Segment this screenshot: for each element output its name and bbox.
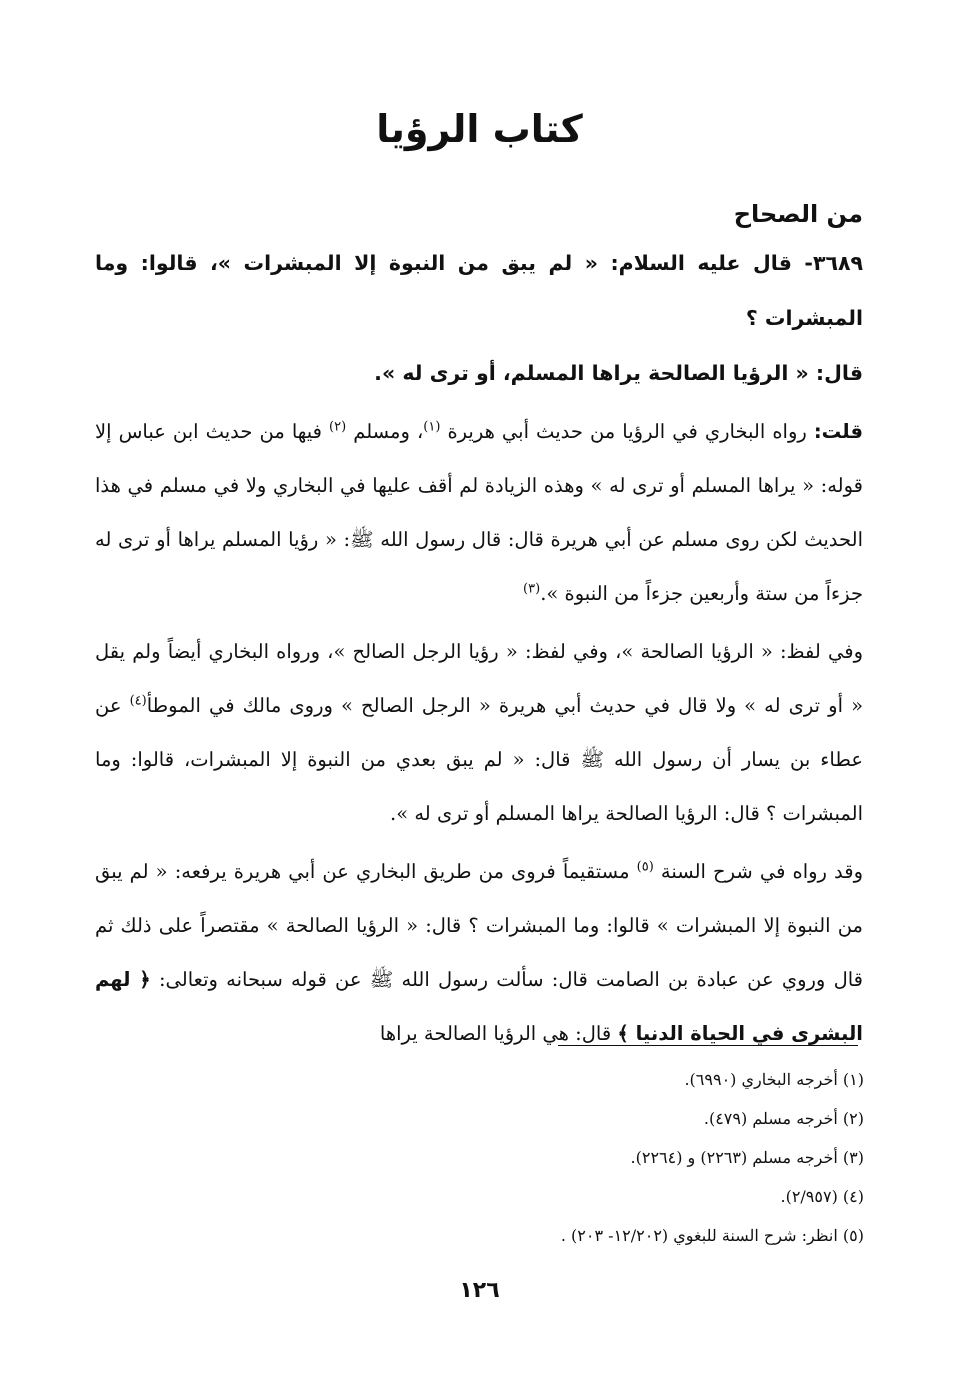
footnote-divider xyxy=(558,1045,858,1046)
hadith-line-2: قال: « الرؤيا الصالحة يراها المسلم، أو ترى له ». xyxy=(374,361,863,385)
page-number: ١٢٦ xyxy=(459,1278,500,1303)
paragraph2-part2: عن عطاء بن يسار أن رسول الله ﷺ قال: « لم يبق بعدي من النبوة إلا المبشرات، قالوا: وما المبشرات ؟ قال: الرؤيا الصالحة يراها المسلم أو ترى له ». xyxy=(95,694,863,825)
footnote-5: (٥) انظر: شرح السنة للبغوي (١٢/٢٠٢- ٢٠٣) . xyxy=(560,1226,864,1245)
hadith-line-1: ٣٦٨٩- قال عليه السلام: « لم يبق من النبوة إلا المبشرات »، قالوا: وما المبشرات ؟ xyxy=(95,251,863,330)
footnote-2: (٢) أخرجه مسلم (٤٧٩). xyxy=(703,1109,864,1128)
paragraph3-part3: قال: هي الرؤيا الصالحة يراها xyxy=(379,1022,612,1045)
footnote-3: (٣) أخرجه مسلم (٢٢٦٣) و (٢٢٦٤). xyxy=(630,1148,864,1167)
commentary-paragraph-2 xyxy=(95,625,863,841)
footnote-ref-2: (٢) xyxy=(329,419,347,435)
commentary-label: قلت: xyxy=(813,420,864,443)
paragraph1-part2: ، ومسلم xyxy=(353,420,424,443)
footnote-ref-4: (٤) xyxy=(129,693,147,709)
paragraph2-part1: وفي لفظ: « الرؤيا الصالحة »، وفي لفظ: « رؤيا الرجل الصالح »، ورواه البخاري أيضاً ولم يقل « أو ترى له » ولا قال في حديث أبي هريرة « الرجل الصالح » وروى مالك في الموطأ xyxy=(95,640,864,717)
commentary-paragraph-1 xyxy=(95,405,863,621)
quran-verse: ﴿ لهم البشرى في الحياة الدنيا ﴾ xyxy=(95,968,863,1045)
hadith-text xyxy=(95,236,863,401)
chapter-title: كتاب الرؤيا xyxy=(376,107,583,152)
footnote-ref-1: (١) xyxy=(423,419,441,435)
paragraph3-part2: مستقيماً فروى من طريق البخاري عن أبي هريرة يرفعه: « لم يبق من النبوة إلا المبشرات » قالوا: وما المبشرات ؟ قال: « الرؤيا الصالحة » مقتصراً على ذلك ثم قال وروي عن عبادة بن الصامت قال: سألت رسول الله ﷺ عن قوله سبحانه وتعالى: xyxy=(95,860,864,991)
footnote-ref-3: (٣) xyxy=(523,581,541,597)
footnote-4: (٤) (٢/٩٥٧). xyxy=(780,1187,864,1206)
commentary-paragraph-3 xyxy=(95,845,863,1061)
paragraph3-part1: وقد رواه في شرح السنة xyxy=(660,860,864,883)
paragraph1-part1: رواه البخاري في الرؤيا من حديث أبي هريرة xyxy=(447,420,807,443)
footnote-ref-5: (٥) xyxy=(636,859,654,875)
section-heading: من الصحاح xyxy=(733,200,863,228)
body-text xyxy=(95,192,863,1061)
paragraph1-part3: فيها من حديث ابن عباس إلا قوله: « يراها المسلم أو ترى له » وهذه الزيادة لم أقف عليها في البخاري ولا في مسلم في هذا الحديث لكن روى مسلم عن أبي هريرة قال: قال رسول الله ﷺ: « رؤيا المسلم يراها أو ترى له جزءاً من ستة وأربعين جزءاً من النبوة ». xyxy=(95,420,863,605)
footnote-1: (١) أخرجه البخاري (٦٩٩٠). xyxy=(684,1070,864,1089)
footnotes-list xyxy=(364,1060,864,1255)
